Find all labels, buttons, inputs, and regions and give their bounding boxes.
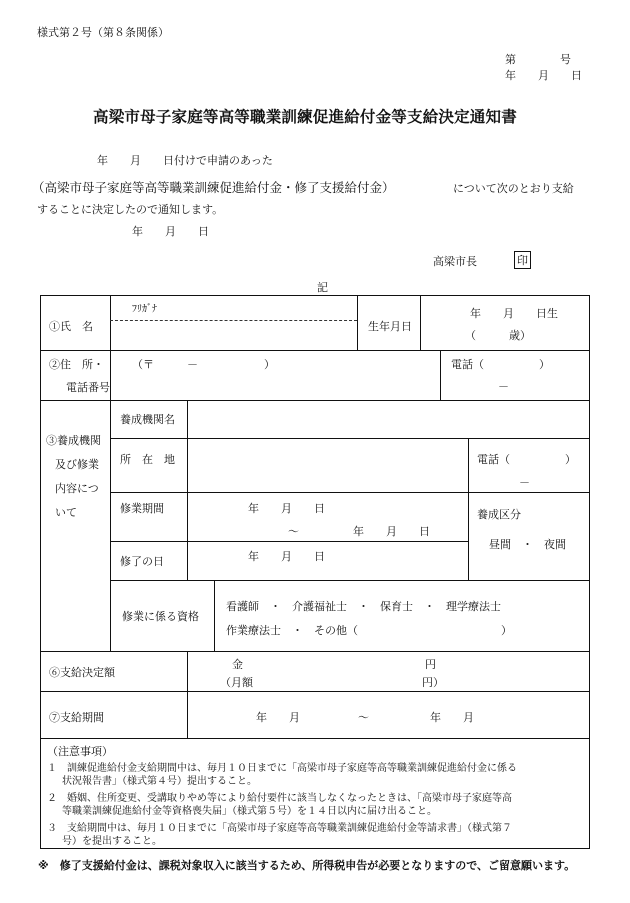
institution-name-label: 養成機関名	[120, 413, 175, 426]
payment-period-to: 年 月	[430, 711, 474, 724]
phone-separator: －	[498, 380, 509, 393]
note-2-line-1: ２ 婚姻、住所変更、受講取りやめ等により給付要件に該当しなくなったときは、「高梁市母子家庭等高	[47, 793, 512, 804]
institution-phone: 電話（ ）	[477, 453, 576, 466]
payment-amount-label: ⑥支給決定額	[49, 666, 115, 679]
address-label: ②住 所・	[49, 358, 104, 371]
training-label-2: 及び修業	[55, 458, 99, 471]
note-2-line-2: 等職業訓練促進給付金等資格喪失届」（様式第５号）を１４日以内に届け出ること。	[62, 806, 437, 817]
seal-mark: 印	[514, 251, 531, 269]
decision-line: することに決定したので通知します。	[37, 203, 224, 216]
tax-notice: ※ 修了支援給付金は、課税対象収入に該当するため、所得税申告が必要となりますので、ご留意願います。	[38, 859, 576, 872]
training-category-value: 昼間 ・ 夜間	[489, 538, 566, 551]
furigana-label: ﾌﾘｶﾞﾅ	[132, 304, 157, 315]
page-title: 高梁市母子家庭等高等職業訓練促進給付金等支給決定通知書	[93, 108, 517, 126]
phone-field: 電話（ ）	[451, 358, 550, 371]
note-3-line-1: ３ 支給期間中は、毎月１０日までに「高梁市母子家庭等高等職業訓練促進給付金等請求書」（様式第７	[47, 823, 512, 834]
training-label-1: ③養成機関	[46, 434, 101, 447]
completion-date-value: 年 月 日	[248, 550, 325, 563]
training-label-3: 内容につ	[55, 482, 99, 495]
payment-period-from: 年 月	[256, 711, 300, 724]
monthly-amount-unit: 円）	[422, 676, 444, 689]
payment-period-label: ⑦支給期間	[49, 711, 104, 724]
birthdate-value: 年 月 日生	[470, 307, 558, 320]
qualification-options-1: 看護師 ・ 介護福祉士 ・ 保育士 ・ 理学療法士	[226, 600, 501, 613]
study-period-label: 修業期間	[120, 502, 164, 515]
training-category-label: 養成区分	[477, 508, 521, 521]
postal-code-field: （〒 － ）	[132, 358, 275, 371]
document-date: 年 月 日	[505, 69, 582, 82]
form-number: 様式第２号（第８条関係）	[37, 26, 169, 39]
amount-prefix: 金	[232, 658, 243, 671]
institution-address-label: 所 在 地	[120, 453, 175, 466]
payment-period-tilde: ～	[358, 711, 369, 724]
mayor-label: 高梁市長	[433, 255, 477, 268]
phone-number-label: 電話番号	[66, 381, 110, 394]
birthdate-label: 生年月日	[368, 320, 412, 333]
benefit-type: （高梁市母子家庭等高等職業訓練促進給付金・修了支援給付金）	[32, 180, 395, 195]
amount-unit: 円	[425, 658, 436, 671]
monthly-amount-prefix: （月額	[220, 676, 253, 689]
note-3-line-2: 号）を提出すること。	[62, 836, 162, 847]
application-date-line: 年 月 日付けで申請のあった	[97, 154, 273, 167]
qualification-options-2: 作業療法士 ・ その他（ ）	[226, 624, 512, 637]
institution-phone-separator: －	[519, 476, 530, 489]
training-label-4: いて	[55, 506, 77, 519]
note-1-line-1: １ 訓練促進給付金支給期間中は、毎月１０日までに「高梁市母子家庭等高等職業訓練促進給付金に係る	[47, 763, 517, 774]
completion-date-label: 修了の日	[120, 555, 164, 568]
ki-heading: 記	[317, 281, 328, 294]
age-value: （ 歳）	[465, 329, 531, 342]
qualification-label: 修業に係る資格	[122, 610, 199, 623]
benefit-suffix: について次のとおり支給	[453, 182, 574, 195]
name-label: ①氏 名	[49, 320, 93, 333]
study-period-to: 年 月 日	[353, 525, 430, 538]
notes-heading: （注意事項）	[47, 745, 113, 758]
study-period-from: 年 月 日	[248, 502, 325, 515]
document-number: 第 号	[505, 53, 571, 66]
note-1-line-2: 状況報告書」（様式第４号）提出すること。	[62, 776, 257, 787]
notice-date: 年 月 日	[132, 225, 209, 238]
study-period-tilde: ～	[288, 525, 299, 538]
